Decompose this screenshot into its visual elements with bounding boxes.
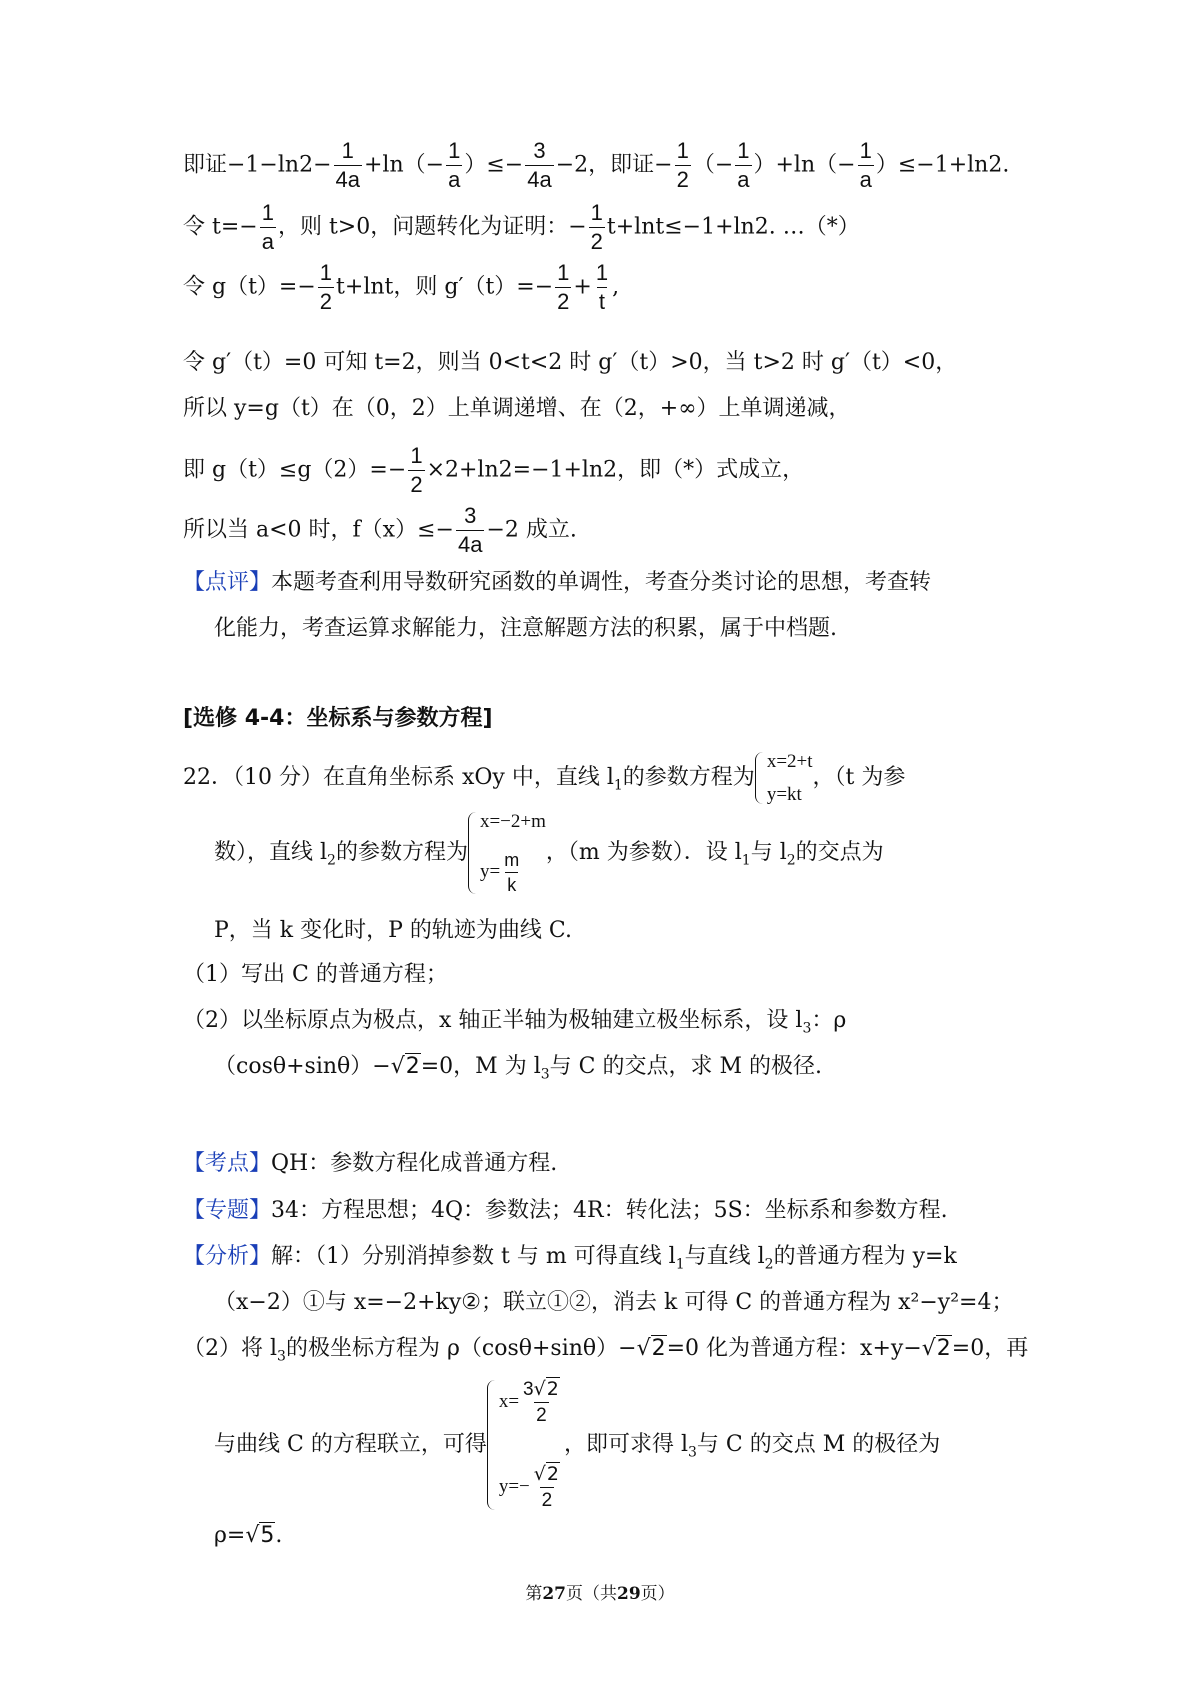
kaodian-tag: 【考点】 [183,1151,272,1176]
fraction: $\frac{1}{a}$ [448,138,461,192]
question-part-1: （1）写出 C 的普通方程； [183,962,448,987]
fraction: $\frac{1}{a}$ [737,138,750,192]
kaodian-line: 【考点】QH：参数方程化成普通方程. [183,1151,558,1176]
equation-system: x= $\frac{3√2}{2}$ y=− $\frac{√2}{2}$ [487,1380,564,1510]
fenxi-tag: 【分析】 [183,1244,272,1269]
fenxi-line-3: （2）将 $l_3$的极坐标方程为 ρ（cosθ+sinθ）−√2=0 化为普通方程：x+y−√2=0，再 [183,1336,1029,1365]
fenxi-line-1: 【分析】解：（1）分别消掉参数 t 与 m 可得直线 $l_1$与直线 $l_2$的普通方程为 y=k [183,1244,957,1273]
proof-line-3: 令 g（t）=− $\frac{1}{2}$ t+lnt，则 g′（t）=− $\frac{1}{2}$ + $\frac{1}{t}$ , [183,260,620,314]
zhuanti-tag: 【专题】 [183,1198,272,1223]
page-total: 29 [617,1584,641,1604]
fraction: $\frac{3}{4a}$ [527,138,552,192]
fraction: $\frac{1}{2}$ [676,138,689,192]
fraction: $\frac{1}{2}$ [410,443,423,497]
fraction: $\frac{1}{2}$ [590,200,603,254]
proof-line-4: 令 g′（t）=0 可知 t=2，则当 0<t<2 时 g′（t）>0，当 t>2 时 g′（t）<0， [183,350,958,375]
proof-line-5: 所以 y=g（t）在（0，2）上单调递增、在（2，+∞）上单调递减， [183,396,851,421]
page-number: 27 [542,1584,566,1604]
question-line-2: 数），直线 $l_2$的参数方程为 x=−2+m y= $\frac{m}{k}$ ，（m 为参数）．设 $l_1$与 $l_2$的交点为 [214,811,884,895]
fraction: $\frac{1}{2}$ [557,260,570,314]
fraction: $\frac{1}{a}$ [261,200,274,254]
zhuanti-line: 【专题】34：方程思想；4Q：参数法；4R：转化法；5S：坐标系和参数方程. [183,1198,948,1223]
sqrt: √2 [921,1336,951,1361]
review-line-1: 【点评】本题考查利用导数研究函数的单调性，考查分类讨论的思想，考查转 [183,570,932,595]
page-footer: 第27页（共29页） [525,1584,675,1604]
question-part-2: （2）以坐标原点为极点，x 轴正半轴为极轴建立极坐标系，设 $l_3$：ρ [183,1008,847,1037]
fraction: $\frac{1}{4a}$ [335,138,360,192]
proof-line-7: 所以当 a<0 时，f（x）≤− $\frac{3}{4a}$ −2 成立. [183,503,577,557]
fraction: $\frac{3}{4a}$ [457,503,483,557]
fenxi-line-5: ρ=√5. [214,1523,283,1548]
review-line-2: 化能力，考查运算求解能力，注意解题方法的积累，属于中档题. [214,616,837,641]
question-line-1: 22．（10 分）在直角坐标系 xOy 中，直线 $l_1$的参数方程为 x=2+t y=kt ，（t 为参 [183,751,906,805]
fenxi-line-4: 与曲线 C 的方程联立，可得 x= $\frac{3√2}{2}$ y=− $\frac{√2}{2}$ ，即可求得 $l_3$与 C 的交点 M 的极径为 [214,1378,941,1511]
question-line-3: P，当 k 变化时，P 的轨迹为曲线 C. [214,918,572,943]
sqrt: √2 [390,1054,420,1079]
proof-line-2: 令 t=− $\frac{1}{a}$ ，则 t>0，问题转化为证明：− $\frac{1}{2}$ t+lnt≤−1+ln2. …（*） [183,200,860,254]
fenxi-line-2: （x−2）①与 x=−2+ky②；联立①②，消去 k 可得 C 的普通方程为 x²−y²=4； [214,1290,1014,1315]
fraction: $\frac{1}{a}$ [859,138,872,192]
fraction: $\frac{1}{2}$ [319,260,333,314]
section-heading: [选修 4-4：坐标系与参数方程] [183,706,493,731]
sqrt: √2 [636,1336,666,1361]
review-tag: 【点评】 [183,570,272,595]
equation-system: x=−2+m y= $\frac{m}{k}$ [468,812,546,894]
equation-system: x=2+t y=kt [755,752,813,804]
proof-line-6: 即 g（t）≤g（2）=− $\frac{1}{2}$ ×2+ln2=−1+ln2，即（*）式成立， [183,443,805,497]
sqrt: √5 [245,1523,275,1548]
proof-line-1: 即证−1−ln2− $\frac{1}{4a}$ +ln（− $\frac{1}{a}$ ）≤− $\frac{3}{4a}$ −2，即证− $\frac{1}{2}$ （− $\frac{1}{a}$ ）+ln（− $\frac{1}{a}$ ）≤−1+ln2. [183,138,1010,192]
question-part-2-cont: （cosθ+sinθ）−√2=0，M 为 $l_3$与 C 的交点，求 M 的极径. [214,1054,822,1083]
fraction: $\frac{1}{t}$ [595,260,609,314]
